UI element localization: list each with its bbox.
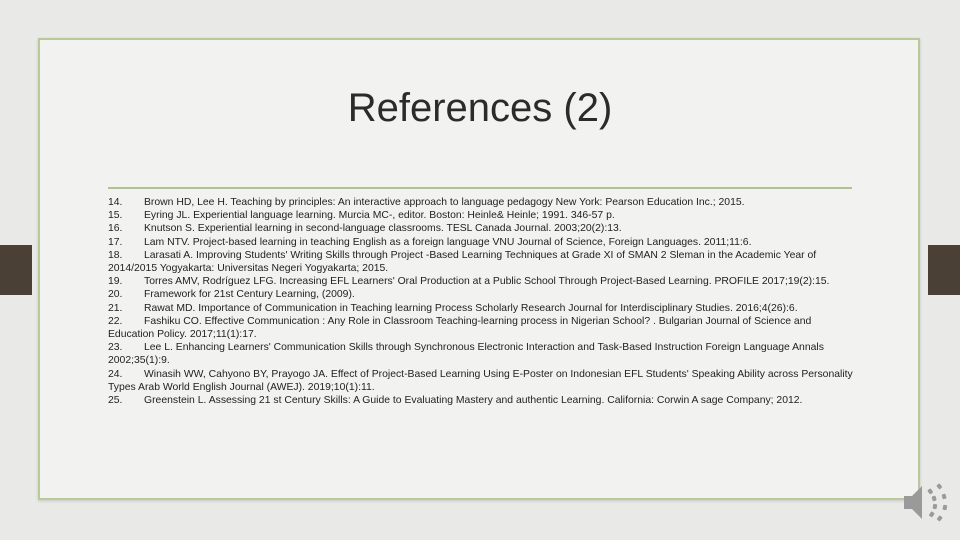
reference-text: Torres AMV, Rodríguez LFG. Increasing EFL Learners' Oral Production at a Public School Through Project-Based Learning. PROFILE 2017;19(2):15.: [144, 276, 830, 288]
reference-item: [108, 288, 853, 301]
left-side-tab: [0, 245, 32, 295]
reference-text: Lee L. Enhancing Learners' Communication Skills through Synchronous Electronic Interaction and Task-Based Instruction Foreign Language Annals 2002;35(1):9.: [108, 342, 824, 367]
reference-item: [108, 249, 853, 275]
reference-text: Greenstein L. Assessing 21 st Century Skills: A Guide to Evaluating Mastery and authentic Learning. California: Corwin A sage Company; 2012.: [144, 395, 803, 407]
reference-number: 14.: [108, 197, 123, 208]
reference-text: Lam NTV. Project-based learning in teaching English as a foreign language VNU Journal of Science, Foreign Languages. 2011;11:6.: [144, 236, 752, 248]
reference-text: Rawat MD. Importance of Communication in Teaching learning Process Scholarly Research Journal for Interdisciplinary Studies. 2016;4(26):6.: [144, 302, 798, 314]
reference-text: Brown HD, Lee H. Teaching by principles: An interactive approach to language pedagogy New York: Pearson Education Inc.; 2015.: [144, 197, 745, 208]
reference-number: 20.: [108, 289, 123, 301]
reference-item: [108, 315, 853, 341]
reference-list: [108, 196, 853, 407]
slide-title: References (2): [347, 86, 613, 130]
reference-text: Eyring JL. Experiential language learning. Murcia MC-, editor. Boston: Heinle& Heinle; 1991. 346-57 p.: [144, 210, 615, 222]
audio-button[interactable]: [900, 480, 950, 525]
reference-item: [108, 222, 853, 235]
reference-number: 24.: [108, 368, 123, 380]
reference-number: 25.: [108, 395, 123, 407]
reference-item: [108, 394, 853, 407]
reference-number: 17.: [108, 236, 123, 248]
reference-number: 23.: [108, 342, 123, 354]
reference-item: [108, 368, 853, 394]
reference-number: 21.: [108, 302, 123, 314]
reference-text: Winasih WW, Cahyono BY, Prayogo JA. Effect of Project-Based Learning Using E-Poster on Indonesian EFL Students' Speaking Ability across Personality Types Arab World English Journal (AWEJ). 2019;10(1):11.: [108, 368, 853, 393]
reference-text: Fashiku CO. Effective Communication : Any Role in Classroom Teaching-learning process in Nigerian School? . Bulgarian Journal of Science and Education Policy. 2017;11(1):17.: [108, 315, 812, 341]
reference-text: Knutson S. Experiential learning in second-language classrooms. TESL Canada Journal. 2003;20(2):13.: [144, 223, 622, 235]
reference-item: [108, 302, 853, 315]
reference-number: 19.: [108, 276, 123, 288]
reference-item: [108, 209, 853, 222]
reference-text: Larasati A. Improving Students' Writing Skills through Project -Based Learning Techniques at Grade XI of SMAN 2 Sleman in the Academic Year of 2014/2015 Yogyakarta: Universitas Negeri Yogyakarta; 2015.: [108, 249, 817, 275]
reference-text: Framework for 21st Century Learning, (2009).: [144, 289, 355, 301]
reference-item: [108, 341, 853, 367]
reference-number: 16.: [108, 223, 123, 235]
reference-item: [108, 275, 853, 288]
reference-item: [108, 236, 853, 249]
reference-number: 18.: [108, 249, 123, 261]
speaker-icon: [900, 480, 950, 525]
right-side-tab: [928, 245, 960, 295]
title-divider: [108, 187, 852, 189]
reference-item: [108, 196, 853, 209]
reference-number: 15.: [108, 210, 123, 222]
reference-number: 22.: [108, 315, 123, 327]
